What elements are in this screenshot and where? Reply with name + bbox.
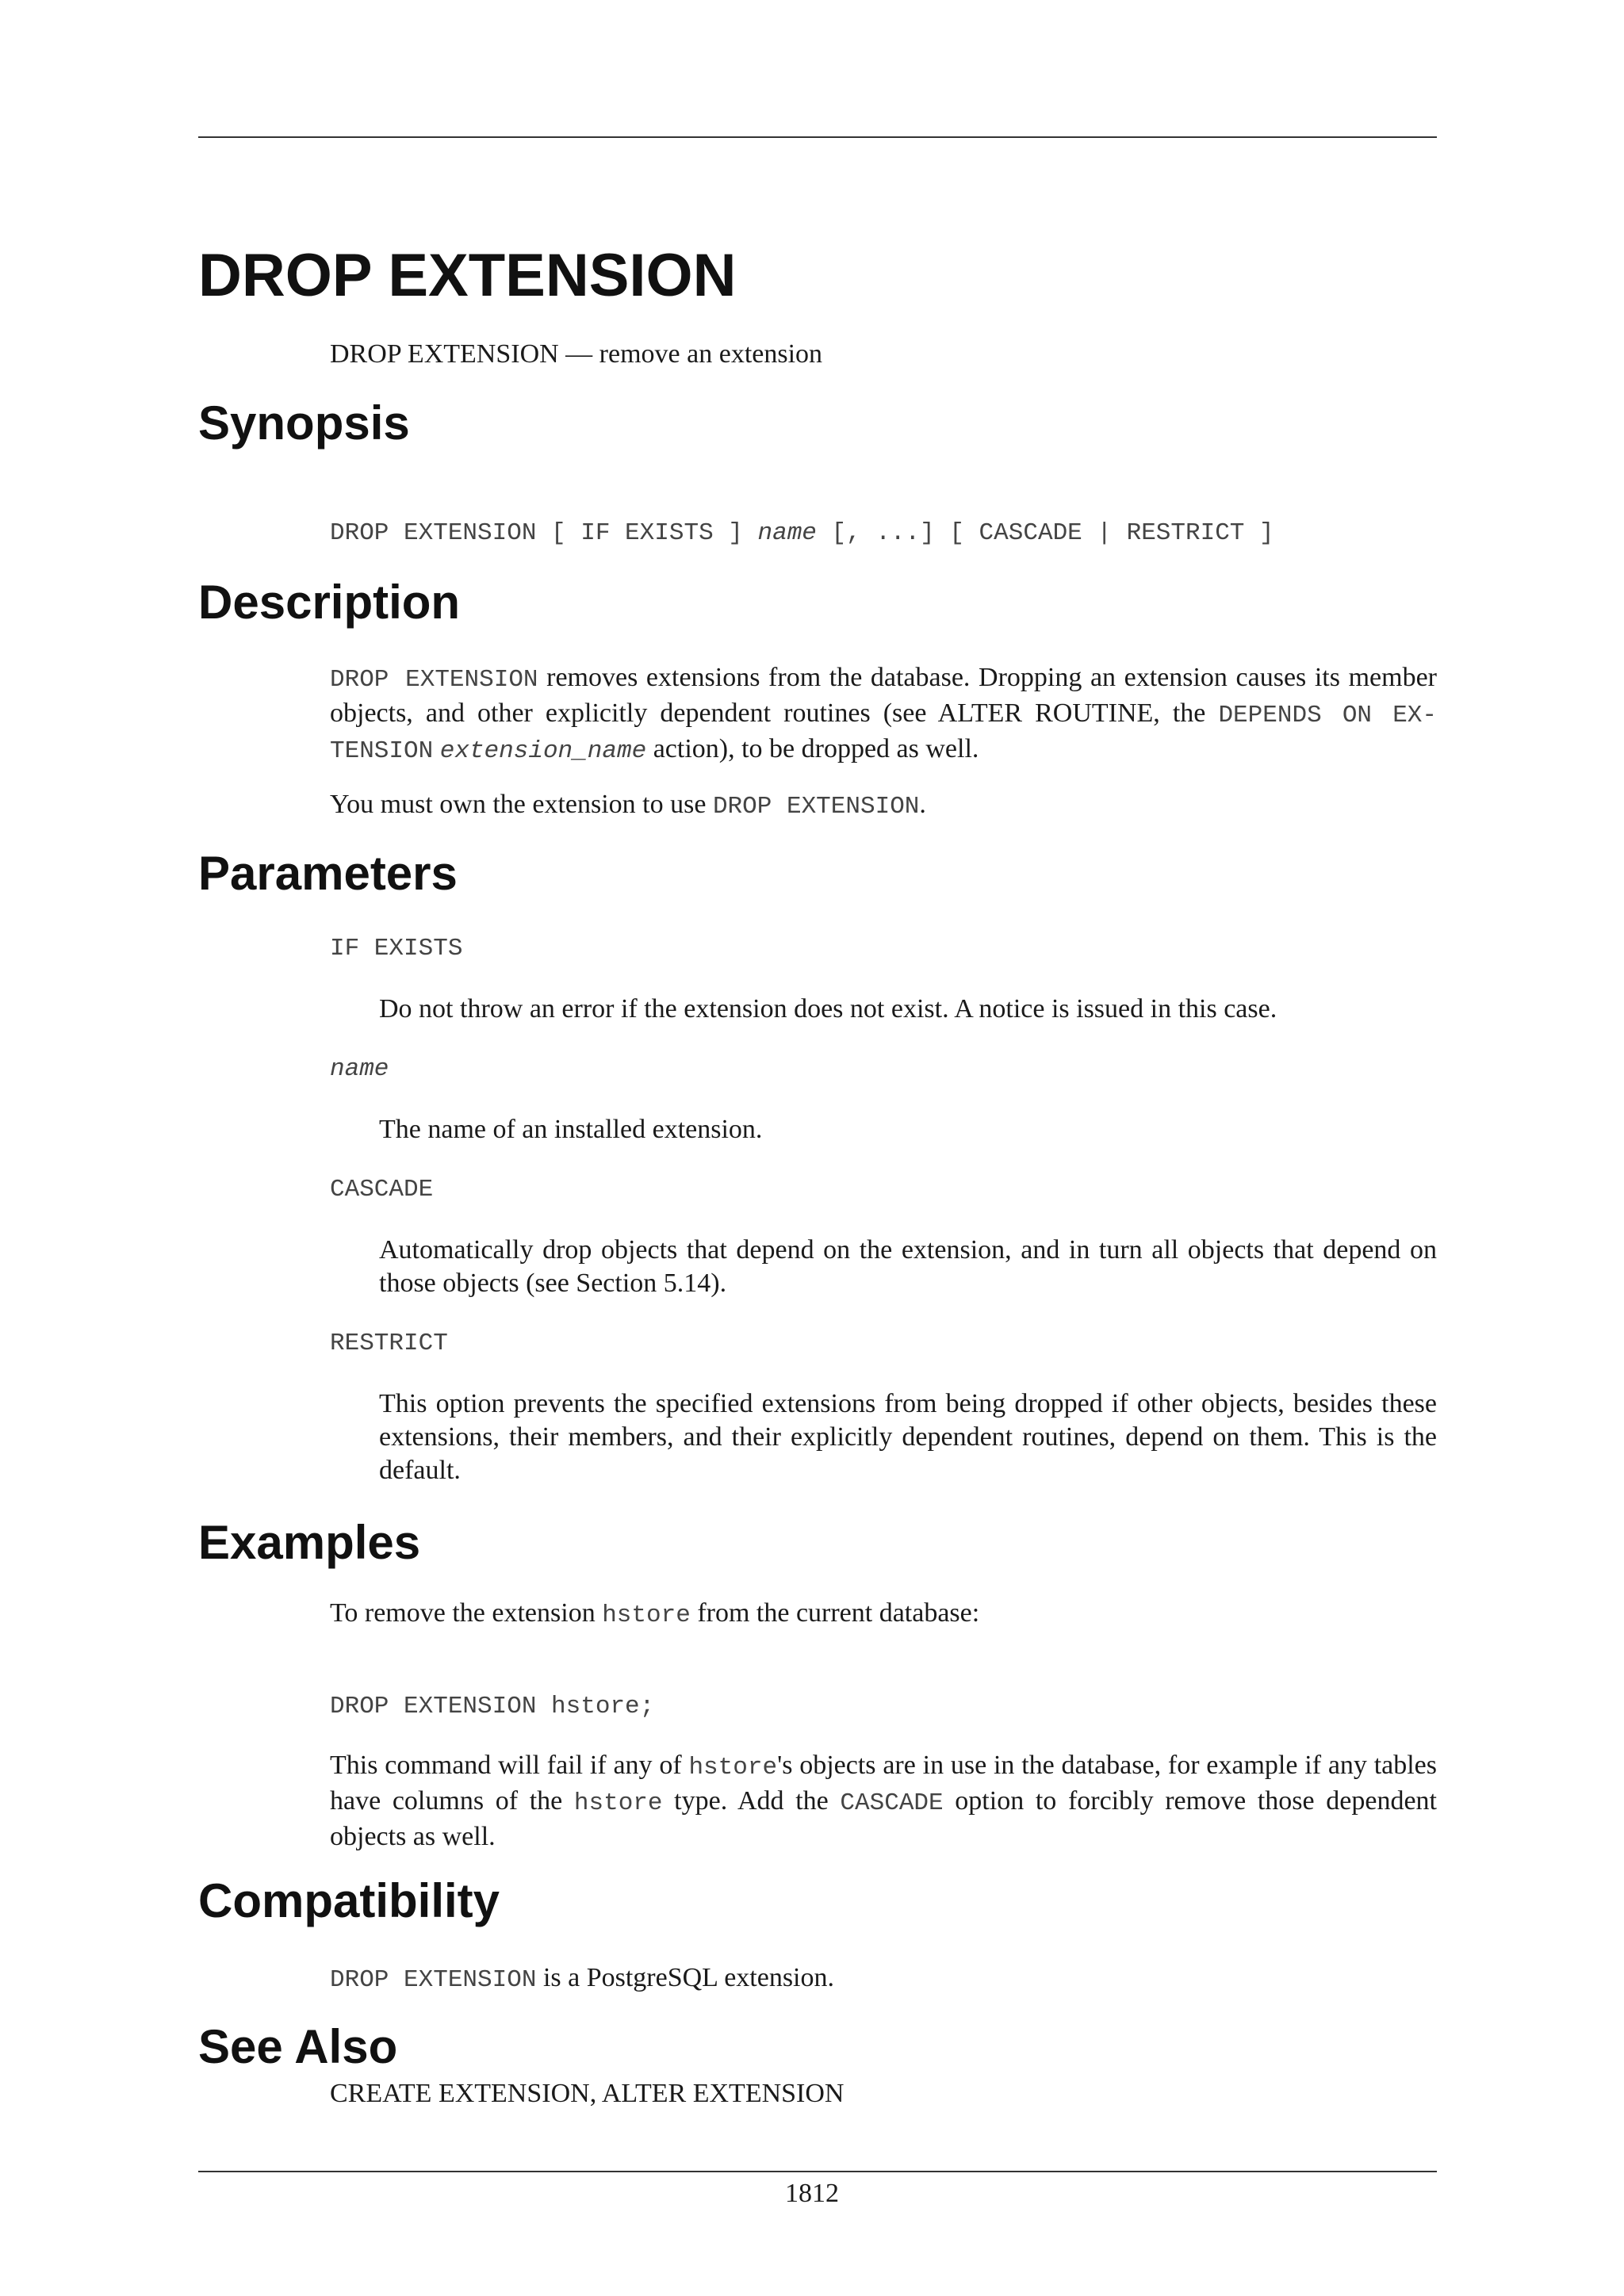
parameters-heading: Parameters	[198, 847, 458, 900]
refpurpose: DROP EXTENSION — remove an extension	[330, 339, 823, 369]
param-term-restrict: RESTRICT	[330, 1330, 448, 1357]
param-term-if-exists: IF EXISTS	[330, 935, 463, 962]
description-heading: Description	[198, 576, 461, 629]
param-term-cascade: CASCADE	[330, 1176, 434, 1203]
examples-note: This command will fail if any of hstore's objects are in use in the database, for example if any tables have columns of the hstore type. Add the CASCADE option to forcibly remove those dependent objects as well.	[330, 1751, 1438, 1851]
description-paragraph-2: You must own the extension to use DROP EXTENSION.	[330, 790, 926, 821]
param-desc-restrict: This option prevents the specified extensions from being dropped if other objects, besides these extensions, their members, and their explicitly dependent routines, depend on them. This is the default.	[379, 1389, 1437, 1485]
header-rule	[198, 136, 1437, 138]
page-title: DROP EXTENSION	[198, 242, 737, 309]
param-term-name: name	[330, 1055, 389, 1083]
see-also-heading: See Also	[198, 2020, 398, 2073]
param-desc-if-exists: Do not throw an error if the extension does not exist. A notice is issued in this case.	[379, 994, 1277, 1024]
param-desc-cascade: Automatically drop objects that depend on the extension, and in turn all objects that depend on those objects (see Section 5.14).	[379, 1235, 1437, 1298]
synopsis-code: DROP EXTENSION [ IF EXISTS ] name [, ...] [ CASCADE | RESTRICT ]	[330, 519, 1274, 547]
page-number: 1812	[785, 2179, 839, 2208]
examples-intro: To remove the extension hstore from the current database:	[330, 1598, 980, 1629]
param-desc-name: The name of an installed extension.	[379, 1115, 763, 1144]
synopsis-heading: Synopsis	[198, 396, 410, 450]
compatibility-text: DROP EXTENSION is a PostgreSQL extension.	[330, 1963, 834, 1994]
examples-heading: Examples	[198, 1516, 421, 1569]
footer-rule	[198, 2171, 1437, 2172]
compatibility-heading: Compatibility	[198, 1874, 500, 1927]
example-code: DROP EXTENSION hstore;	[330, 1693, 655, 1720]
see-also-links[interactable]: CREATE EXTENSION, ALTER EXTENSION	[330, 2079, 845, 2108]
description-paragraph-1: DROP EXTENSION removes extensions from the database. Dropping an extension causes its member objects, and other explicitly dependent routines (see ALTER ROUTINE, the DEPENDS ON EX-TENSION extension_name action), to be dropped as well.	[330, 663, 1437, 765]
